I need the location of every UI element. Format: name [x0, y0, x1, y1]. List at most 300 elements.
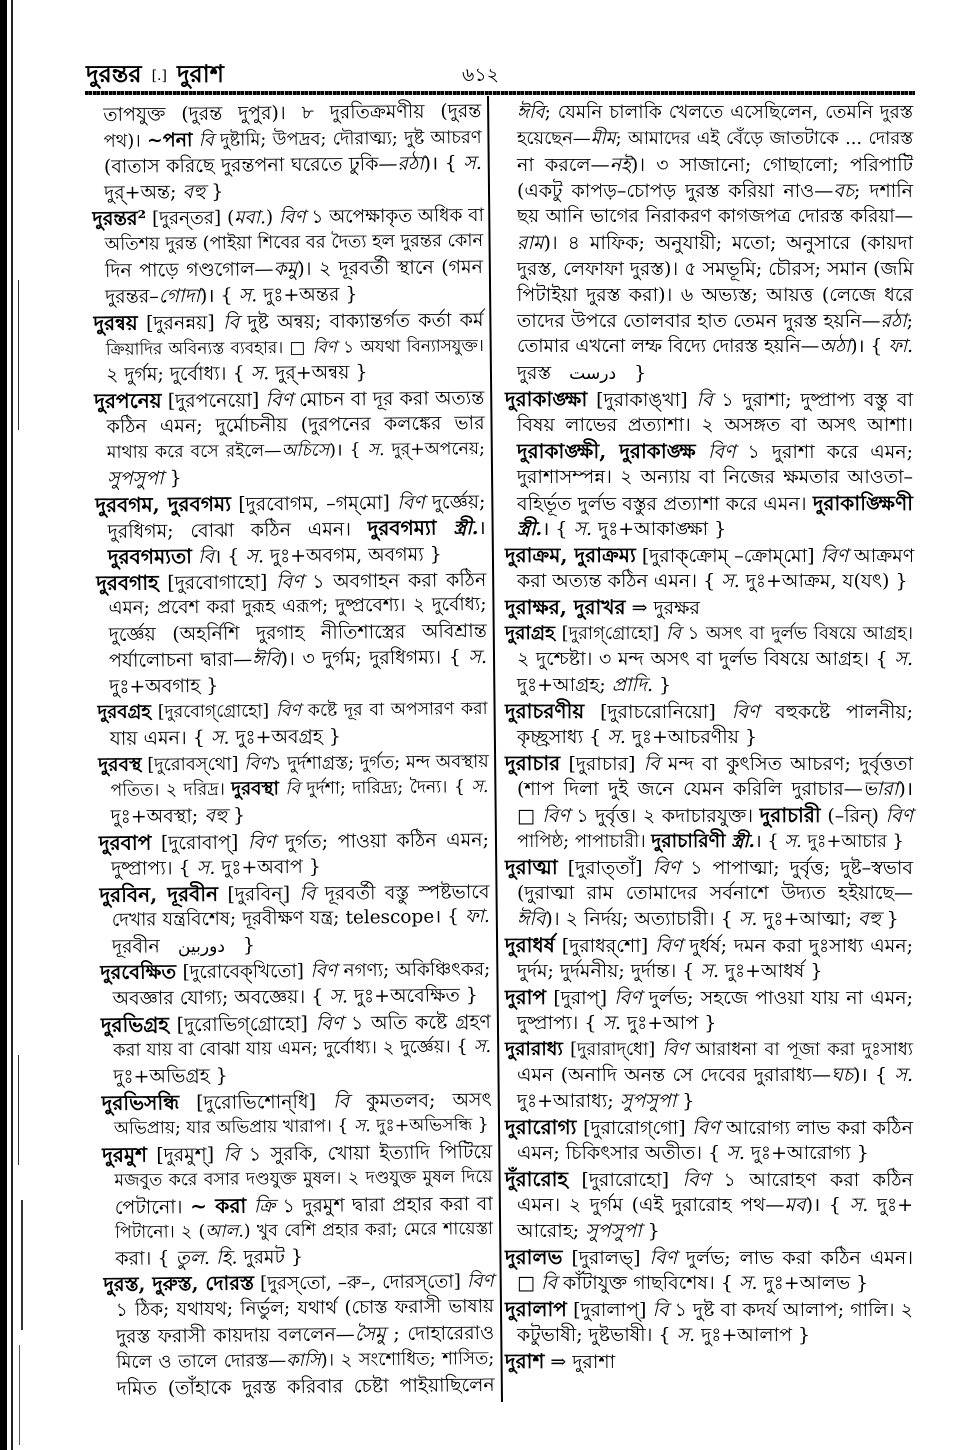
grammar-label: বি [197, 545, 215, 568]
definition-text: দুরস্ত ফরাসী কায়দায় বললেন— [116, 1323, 355, 1348]
definition-text: দুঃ+আচরণীয় } [625, 726, 758, 748]
grammar-label: বিণ [820, 545, 849, 567]
definition-text: ক্রিয়াদির অবিন্যস্ত ব্যবহার। □ [105, 336, 313, 359]
dictionary-entry-start [92, 202, 482, 232]
definition-text: □ [517, 805, 543, 827]
dictionary-line [505, 1218, 913, 1244]
definition-text: বহির্ভূত দুর্লভ বস্তুর প্রত্যাশা করে এমন। [517, 493, 813, 515]
dictionary-line [91, 124, 481, 154]
grammar-label: সৈমু [354, 1323, 386, 1346]
bold-form: স্ত্রী. [517, 518, 543, 540]
definition-text: নগণ্য; অকিঞ্চিৎকর; [336, 958, 491, 982]
grammar-label: বিণ [614, 987, 642, 1009]
grammar-label: বিণ [275, 570, 304, 594]
definition-text: দুঃ+অবাপ } [215, 855, 322, 879]
dictionary-line [505, 516, 913, 542]
grammar-label: স. [210, 726, 230, 749]
definition-text: )। { [199, 284, 239, 307]
grammar-label: স. [471, 776, 489, 798]
definition-text: দুষ্প্রাপ্য। { [111, 857, 197, 880]
dictionary-entry-start [505, 1296, 913, 1322]
definition-text: ১ দুর্বৃত্ত। ২ কদাচারযুক্ত। [569, 805, 760, 827]
dictionary-line [92, 150, 482, 180]
grammar-label: বিণ [662, 1039, 689, 1060]
definition-text: [দুরোভিগ্‌গ্রোহো] [168, 1012, 316, 1037]
definition-text: দুর্+অপনেয়; [384, 438, 485, 461]
dictionary-entry-start [97, 696, 487, 726]
dictionary-line [505, 438, 913, 464]
entry-headword: দুরবগম, দুরবগম্য [95, 491, 232, 518]
grammar-label: বচ [833, 180, 855, 202]
dictionary-line [505, 230, 913, 256]
definition-text: ; দোহারেরাও [385, 1321, 495, 1346]
entry-headword: দুরভিগ্রহ [100, 1012, 170, 1038]
dictionary-entry-start [505, 854, 913, 880]
definition-text: ) খুব বেশি প্রহার করা; মেরে শায়েস্তা [243, 1218, 494, 1242]
definition-text: ১ অযথা বিন্যাসযুক্ত। [336, 334, 484, 357]
definition-text: ; আমাদের এই বেঁড়ে জাতটাকে ... দোরস্ত [615, 128, 913, 149]
grammar-label: স. [700, 960, 720, 982]
dictionary-line [93, 228, 483, 258]
entry-headword: দুরবিন, দূরবীন [99, 881, 219, 908]
dictionary-entry-start [505, 386, 913, 412]
grammar-label: মব [784, 1194, 806, 1216]
definition-text: দুঃ+আচার } [801, 831, 904, 852]
definition-text: দুরধিগম; বোঝা কঠিন এমন। [107, 518, 368, 543]
bold-form: দুরবস্থা [231, 778, 279, 800]
bold-form: দুরাকাঙ্ক্ষী, দুরাকাঙ্ক্ষ [517, 439, 696, 463]
dictionary-line [100, 904, 490, 934]
dictionary-line [505, 880, 913, 906]
dictionary-line [101, 1034, 491, 1064]
dictionary-line [505, 1192, 913, 1218]
definition-text: [দুরাক্‌ক্রোম্‌ –ক্রোম্‌মো] [635, 545, 821, 567]
definition-text: পতিত। ২ দরিদ্র। [110, 779, 232, 801]
definition-text: } [676, 1090, 695, 1112]
entry-headword: দুরাক্রম, দুরাক্রম্য [505, 543, 636, 567]
grammar-label: সুপসুপা [619, 1090, 677, 1112]
dictionary-entry-start [505, 1036, 913, 1062]
grammar-label: ঈবি [517, 102, 545, 123]
grammar-label: বি [665, 623, 681, 644]
grammar-label: স. [367, 440, 385, 461]
dictionary-entry-start [94, 384, 484, 414]
definition-text: ; [906, 310, 913, 332]
grammar-label: বিণ [542, 805, 570, 827]
dictionary-line [505, 1010, 913, 1036]
definition-text: )। { [329, 440, 368, 461]
grammar-label: বিণ [397, 491, 425, 514]
grammar-label: বি [299, 882, 316, 905]
definition-text: ছয় আনি ভাগের নিরাকরণ কাগজপত্র দোরস্ত করিয়া— [517, 206, 913, 227]
grammar-label: বি [643, 753, 660, 775]
grammar-label: স. [468, 645, 488, 669]
dictionary-line [96, 592, 486, 622]
definition-text: মজবুত করে বসার দণ্ডযুক্ত মুষল। ২ দণ্ডযুক্ত মুষল দিয়ে [114, 1166, 493, 1191]
dictionary-line [97, 618, 487, 648]
dictionary-entry-start [505, 594, 913, 620]
definition-text: )। [898, 778, 913, 800]
definition-text: [দুরমুশ্‌] [146, 1143, 224, 1167]
definition-text: (দুরাত্মা রাম তোমাদের সর্বনাশে উদ্যত হইয়াছে— [517, 882, 913, 904]
definition-text: দুঃ+ [868, 1194, 913, 1216]
definition-text: অবজ্ঞার যোগ্য; অবজ্ঞেয়। { [112, 985, 330, 1010]
definition-text: } [205, 180, 224, 203]
persian-etymon: درست [569, 364, 617, 384]
grammar-label: বিণ [275, 700, 302, 722]
definition-text: ১ পাপাত্মা; দুর্বৃত্ত; দুষ্ট–স্বভাব [680, 857, 913, 879]
definition-text: কাঁটাযুক্ত গাছবিশেষ। { [557, 1272, 739, 1294]
definition-text: । [478, 516, 486, 540]
grammar-label: বি [285, 778, 301, 800]
dictionary-line [94, 410, 484, 440]
entry-headword: দুরারাধ্য [505, 1038, 563, 1060]
definition-text: ২ দুর্গম; দুর্বোধ্য। { [105, 362, 251, 386]
grammar-label: মীম [590, 128, 616, 149]
dictionary-entry-start [505, 1348, 913, 1374]
grammar-label: ঈবি [252, 648, 281, 671]
dictionary-entry-start [505, 542, 913, 568]
entry-headword: দুরালভ [505, 1245, 563, 1269]
definition-text: □ [517, 1272, 541, 1294]
entry-headword: দুরাচার [505, 751, 561, 775]
entry-headword: দুরালাপ [505, 1297, 567, 1321]
definition-text: । { [542, 518, 574, 540]
grammar-label: তুল. হি. [175, 1246, 238, 1270]
definition-text: )। { [423, 152, 464, 175]
definition-text: ; যেমনি চালাকি খেলতে এসেছিলেন, তেমনি দুরস্ত [544, 102, 913, 123]
grammar-label: ভারা [862, 778, 899, 800]
definition-text: [দুরারোগ্‌গো] [576, 1117, 693, 1139]
grammar-label: বি [541, 1272, 558, 1294]
definition-text: ১ অতি কষ্টে গ্রহণ [343, 1010, 491, 1035]
dictionary-line [95, 436, 485, 466]
dictionary-entry-start [98, 748, 488, 778]
dictionary-line [94, 358, 484, 388]
grammar-label: স. [784, 831, 802, 852]
grammar-label: বিণ [265, 388, 294, 412]
definition-text: ১ দুরাশা; দুষ্প্রাপ্য বস্তু বা [712, 389, 913, 411]
bold-form: স্ত্রী. [453, 517, 479, 540]
definition-text: আরাধনা বা পূজা করা দুঃসাধ্য [688, 1039, 913, 1060]
definition-text: দেখার যন্ত্রবিশেষ; দূরবীক্ষণ যন্ত্র; telescope। { [111, 906, 466, 931]
dictionary-entry-start [505, 1244, 913, 1270]
definition-text: ১ অবগাহন করা কঠিন [303, 568, 487, 593]
definition-text: কৃচ্ছ্রসাধ্য { [517, 726, 608, 748]
grammar-label: স. [329, 985, 349, 1008]
dictionary-line [96, 514, 486, 544]
dictionary-line [505, 126, 913, 152]
dictionary-line [505, 802, 913, 828]
definition-text: [দুরালাপ্‌] [566, 1299, 653, 1321]
definition-text: দুষ্প্রাপ্য। { [517, 1012, 603, 1034]
definition-text: } [628, 362, 647, 384]
definition-text: ১ আরোহণ করা কঠিন [710, 1169, 913, 1191]
definition-text: ১ ঠিক; যথাযথ; নির্ভুল; যথার্থ (চোস্ত ফরাসী ভাষায় [115, 1295, 494, 1321]
dictionary-line [104, 1320, 494, 1350]
definition-text: দুর্+অন্ত; [104, 181, 183, 204]
dictionary-line [103, 1242, 493, 1272]
entry-headword: দুরাত্মা [505, 855, 558, 879]
dictionary-line [505, 282, 913, 308]
dictionary-entry-start [101, 1008, 491, 1038]
dictionary-line [505, 204, 913, 230]
definition-text: যায় এমন। { [109, 726, 211, 750]
bold-form: স্ত্রী. [731, 831, 755, 852]
definition-text: দুর্দম; দুর্দমনীয়; দুর্দান্ত। { [517, 960, 701, 982]
definition-text: [দুরালভ্‌] [562, 1247, 650, 1269]
grammar-label: কমু [273, 257, 298, 281]
dictionary-line [505, 646, 913, 672]
bold-form: দুরবগম্যতা [107, 544, 193, 569]
definition-text: ১ দুরমুশ দ্বারা প্রহার করা বা [275, 1192, 493, 1218]
grammar-label: প্রাদি. [611, 674, 654, 696]
dictionary-line [105, 1372, 495, 1402]
definition-text: [দুরোভিশোন্‌ধি] [178, 1090, 334, 1115]
definition-text: } [163, 467, 182, 490]
dictionary-entry-start [102, 1138, 492, 1168]
dictionary-line [505, 256, 913, 282]
definition-text: কুমতলব; অসৎ [348, 1088, 492, 1113]
definition-text: আক্রমণ [848, 545, 915, 567]
bold-form: দুরবগম্যা [367, 515, 437, 541]
definition-text: পাপিষ্ঠ; পাপাচারী। [517, 831, 652, 852]
grammar-label: বিণ [244, 753, 271, 775]
dictionary-line [505, 178, 913, 204]
grammar-label: সুপসুপা [107, 467, 164, 490]
definition-text: [দুরোবস্‌থো] [141, 753, 245, 776]
grammar-label: স. [463, 151, 482, 175]
definition-text: পেটানো। [114, 1196, 191, 1219]
grammar-label: স. [573, 518, 593, 540]
definition-text: মিলে ও তালে দোরস্ত— [116, 1350, 287, 1373]
entry-headword: দুরন্বয় [93, 310, 138, 336]
dictionary-entry-start [95, 488, 485, 518]
dictionary-line [98, 774, 488, 804]
grammar-label: স. [894, 648, 913, 670]
definition-text: দুঃ+আরাধ্য; [517, 1090, 620, 1112]
dictionary-line [103, 1216, 493, 1246]
grammar-label: বি [223, 1143, 240, 1166]
definition-text: [দুরপনেয়ো] [161, 389, 266, 413]
definition-text: অভিপ্রায়; যার অভিপ্রায় খারাপ। { [113, 1116, 355, 1139]
definition-text: করা অত্যন্ত কঠিন এমন। { [517, 570, 722, 592]
dictionary-line [98, 722, 488, 752]
grammar-label: বিণ [707, 441, 736, 463]
grammar-label: বি [652, 1299, 669, 1321]
definition-text: (বাতাস করিছে দুরন্তপনা ঘরেতে ঢুকি— [103, 152, 398, 178]
grammar-label: স. [473, 1035, 492, 1058]
dictionary-line [505, 776, 913, 802]
grammar-label: ফা. [464, 905, 490, 928]
definition-text: কঠিন এমন; দুর্মোচনীয় (দুরপনের কলঙ্কের ভার [106, 411, 485, 438]
bold-form: দুরাচারিণী [651, 830, 726, 852]
entry-headword: দুরবেক্ষিত [100, 960, 177, 985]
grammar-label: বিণ [655, 935, 683, 957]
definition-text: দিন পাড়ে গণ্ডগোল— [104, 258, 274, 282]
grammar-label: বিণ [310, 960, 338, 982]
definition-text [696, 441, 708, 463]
grammar-label: স. [353, 1116, 371, 1137]
grammar-label: বিণ [652, 857, 681, 879]
grammar-label: বহু [204, 804, 228, 827]
definition-text: [দুরাগ্‌গ্রোহো] [555, 623, 666, 644]
definition-text: )। { [852, 1064, 895, 1086]
grammar-label: ঈবি [517, 908, 546, 930]
entry-headword: দুঁরারোহ [505, 1167, 569, 1191]
definition-text: দমিত (তাঁহাকে দুরস্ত করিবার চেষ্টা পাইয়াছিলেন [116, 1373, 495, 1400]
entry-headword: দুরবাপ [98, 830, 152, 856]
definition-text: } [236, 934, 256, 957]
grammar-label: সুপসুপা [585, 1220, 642, 1242]
dictionary-line [505, 100, 913, 126]
grammar-label: স. [738, 1272, 758, 1294]
definition-text: (–রিন্‌) [820, 805, 886, 827]
entry-headword: দুরারোগ্য [505, 1115, 577, 1139]
definition-text: দুর্জ্ঞেয় (অহর্নিশি দুরগাহ নীতিশাস্ত্রের অবিশ্রান্ত [108, 619, 487, 646]
persian-etymon: دوربين [177, 936, 226, 958]
definition-text: [দুরবিন্‌] [217, 882, 300, 906]
definition-text: কটুভাষী; দুষ্টভাষী। { [517, 1324, 677, 1346]
definition-text: দুরস্ত [517, 362, 558, 384]
grammar-label: স. [602, 1012, 622, 1034]
definition-text: দুঃ+অভিগ্রহ } [113, 1064, 228, 1088]
definition-text: দুর্ধর্ষ; দমন করা দুঃসাধ্য এমন; [682, 935, 913, 957]
definition-text: পর্যালোচনা দ্বারা— [108, 648, 253, 672]
definition-text: দুঃ+অন্তর } [257, 283, 358, 307]
grammar-label: বহু [857, 908, 881, 930]
dictionary-line [505, 828, 913, 854]
grammar-label: বিণ [649, 1247, 678, 1269]
guide-word-last: দুরাশ [176, 59, 224, 88]
grammar-label: স. [676, 1324, 696, 1346]
definition-text: দুর্লভ; সহজে পাওয়া যায় না এমন; [641, 987, 913, 1009]
definition-text: এমন; চিকিৎসার অতীত। { [517, 1142, 727, 1164]
grammar-label: অচিসে [281, 440, 330, 462]
dictionary-entry-start [99, 878, 489, 908]
dictionary-line [94, 332, 484, 362]
grammar-label: বিণ [312, 336, 338, 357]
definition-text: [দুরারোহো] [568, 1169, 683, 1191]
definition-text: দুষ্টামি; উপদ্রব; দৌরাত্ম্য; দুষ্ট আচরণ [213, 126, 482, 151]
grammar-label: আল. [205, 1221, 244, 1242]
definition-text: ১ সুরকি, খোয়া ইত্যাদি পিটিয়ে [239, 1140, 493, 1166]
dictionary-entry-start [99, 826, 489, 856]
definition-text: [দুরবোগাহো] [158, 571, 277, 595]
dictionary-line [99, 800, 489, 830]
definition-text: } [226, 804, 246, 827]
grammar-label: বি [222, 311, 240, 334]
dictionary-line [505, 1270, 913, 1296]
entry-headword: দুরবগ্রহ [97, 701, 152, 724]
definition-text: দুরমট } [237, 1245, 304, 1269]
grammar-label: বিণ [315, 1012, 344, 1035]
grammar-label: বি [696, 389, 713, 411]
definition-text: ⇒ দুরাশা [544, 1351, 616, 1373]
definition-text: )। ৩ দুর্গম; দুরধিগম্য। { [280, 646, 469, 671]
definition-text: ; দশানি [854, 180, 914, 202]
definition-text: [দুরাচরোনিয়ো] [584, 701, 732, 723]
grammar-label: বিণ [682, 1169, 711, 1191]
definition-text: দুরস্ত, লেফাফা দুরস্ত)। ৫ সমভূমি; চৌরস; সমান (জমি [517, 258, 914, 280]
definition-text: ২ দুশ্চেষ্টা। ৩ মন্দ অসৎ বা দুর্লভ বিষয়ে আগ্রহ। { [517, 648, 895, 670]
definition-text: )। ২ সংশোধিত; শাসিত; [320, 1347, 495, 1371]
entry-headword: দুরবস্থ [98, 753, 142, 777]
definition-text: দুষ্ট অন্বয়; বাক্যান্তর্গত কর্তা কর্ম [238, 308, 484, 334]
grammar-label: স. [726, 1142, 745, 1164]
entry-headword: দুরাকাঙ্ক্ষা [505, 387, 588, 411]
dictionary-line [103, 1190, 493, 1220]
grammar-label: বিণ [247, 831, 276, 854]
dictionary-line [100, 930, 490, 960]
definition-text: দুঃ+আকাঙ্ক্ষা } [592, 518, 727, 540]
dictionary-line [505, 360, 913, 386]
grammar-label: ফা. [888, 336, 913, 357]
dictionary-line [505, 1140, 913, 1166]
dictionary-entry-start [505, 1114, 913, 1140]
definition-text: তোমার এখনো লম্ফ বিদ্যে দোরস্ত হয়নি— [517, 336, 820, 357]
definition-text: (একটু কাপড়–চোপড় দুরস্ত করিয়া নাও— [517, 180, 834, 202]
dictionary-entry-start [505, 984, 913, 1010]
dictionary-line [93, 280, 483, 310]
dictionary-line [505, 334, 913, 360]
entry-headword: দুরপনেয় [94, 388, 162, 414]
grammar-label: বিণ [692, 1117, 720, 1139]
definition-text: দুঃ+আলভ } [757, 1272, 869, 1294]
dictionary-entry-start [102, 1086, 492, 1116]
definition-text: [দুরোবেক্‌খিতো] [175, 960, 311, 984]
grammar-label: বিণ [731, 701, 760, 723]
definition-text: ১ দুর্দশাগ্রস্ত; দুর্গত; মন্দ অবস্থায় [269, 750, 489, 775]
definition-text: দুঃ+আধর্ষ } [719, 960, 823, 982]
definition-text: দুঃ+আগ্রহ; [517, 674, 612, 696]
definition-text: [দুরারাদ্‌ধো] [562, 1039, 663, 1060]
grammar-label: স. [607, 726, 626, 748]
grammar-label: ক্রি [253, 1195, 276, 1218]
entry-headword: দুরমুশ [102, 1142, 148, 1168]
entry-headword: দুরাপ [505, 985, 547, 1009]
bold-form: দুরাকাঙ্ক্ষিণী [812, 491, 913, 515]
dictionary-line [505, 724, 913, 750]
dictionary-line [97, 644, 487, 674]
entry-headword: দুরস্ত, দুরুস্ত, দোরস্ত [103, 1271, 255, 1297]
definition-text: [দুরস্‌তো, –রু–, দোরস্‌তো] [253, 1271, 468, 1295]
definition-text: দুর্+অন্বয় } [269, 361, 368, 385]
bold-form: ~পনা [146, 129, 193, 152]
dictionary-line [92, 176, 482, 206]
definition-text: তাপযুক্ত (দুরন্ত দুপুর)। ৮ দুরতিক্রমণীয় (দুরন্ত [103, 99, 482, 126]
definition-text: আরোগ্য লাভ করা কঠিন [719, 1117, 913, 1139]
definition-text: ১ দুষ্ট বা কদর্য আলাপ; গালি। ২ [668, 1299, 913, 1321]
dictionary-line [93, 254, 483, 284]
definition-text: দুঃ+অবেক্ষিত } [347, 984, 479, 1008]
definition-text: দুঃ+আক্রম, য(যৎ) } [739, 570, 908, 592]
definition-text: দুঃ+আলাপ } [695, 1324, 811, 1346]
definition-text: মন্দ বা কুৎসিত আচরণ; দুর্বৃত্ততা [659, 753, 914, 775]
entry-headword: দুরন্তর² [92, 206, 147, 231]
dictionary-line [505, 490, 913, 516]
definition-text: দুঃ+আপ } [621, 1012, 717, 1034]
definition-text: [দুরনন্নয়] [137, 311, 224, 335]
definition-text: দূরবীন [111, 935, 166, 958]
grammar-label: স. [196, 856, 216, 880]
dictionary-entry-start [505, 698, 913, 724]
grammar-label: বিণ [885, 805, 914, 827]
definition-text: )। ২ নির্দয়; অত্যাচারী। { [545, 908, 739, 930]
grammar-label: স. [250, 362, 270, 385]
definition-text: )। ৩ সাজানো; গোছালো; পরিপাটি [630, 154, 913, 176]
dictionary-line [101, 1060, 491, 1090]
